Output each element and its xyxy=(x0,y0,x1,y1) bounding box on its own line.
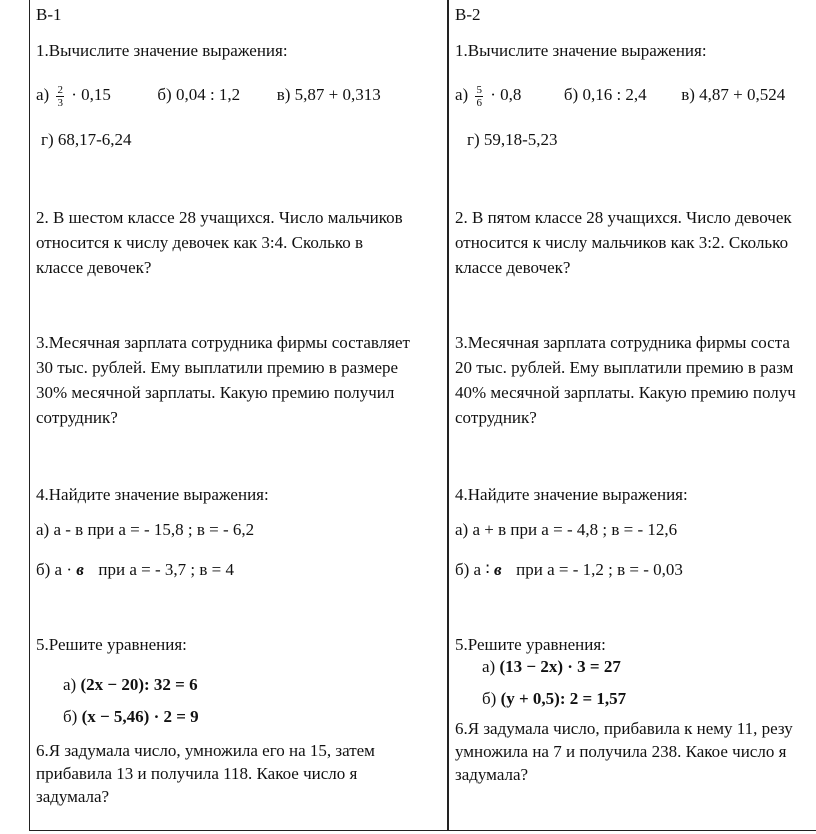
variant-2-header: В-2 xyxy=(455,5,481,24)
fraction-numerator: 5 xyxy=(476,83,482,96)
task3-line3: 30% месячной зарплаты. Какую премию получил xyxy=(36,383,395,402)
task6-line2: прибавила 13 и получила 118. Какое число я xyxy=(36,764,358,783)
task4-a: а) а - в при а = - 15,8 ; в = - 6,2 xyxy=(36,520,255,539)
task1-g: г) 59,18-5,23 xyxy=(467,130,558,149)
fraction-denominator: 6 xyxy=(476,96,482,109)
task3-line2: 30 тыс. рублей. Ему выплатили премию в размере xyxy=(36,358,399,377)
task1-a-rest: · 0,8 xyxy=(490,85,522,104)
task4-b xyxy=(36,557,234,582)
task1-v: в) 4,87 + 0,524 xyxy=(681,85,786,104)
task2-line1: 2. В шестом классе 28 учащихся. Число мальчиков xyxy=(36,208,403,227)
task2-line2: относится к числу мальчиков как 3:2. Сколько xyxy=(455,233,789,252)
variant-1-column xyxy=(36,0,446,830)
task4-title: 4.Найдите значение выражения: xyxy=(455,485,688,504)
task5-a-label: а) xyxy=(482,657,496,676)
task1-expressions xyxy=(36,82,381,109)
task1-expressions xyxy=(455,82,785,109)
task4-b-variable: в xyxy=(494,560,502,579)
task5-a-equation: (2х − 20): 32 = 6 xyxy=(80,675,198,694)
task3-line2: 20 тыс. рублей. Ему выплатили премию в разм xyxy=(455,358,794,377)
task6-line1: 6.Я задумала число, умножила его на 15, затем xyxy=(36,741,375,760)
task1-title: 1.Вычислите значение выражения: xyxy=(455,41,707,60)
task4-b-rest: при а = - 1,2 ; в = - 0,03 xyxy=(516,560,683,579)
task6-line2: умножила на 7 и получила 238. Какое число я xyxy=(455,742,787,761)
task1-v: в) 5,87 + 0,313 xyxy=(276,85,381,104)
fraction-denominator: 3 xyxy=(57,96,63,109)
task1-b: б) 0,16 : 2,4 xyxy=(563,85,647,104)
task5-title: 5.Решите уравнения: xyxy=(455,635,606,654)
task3-line1: 3.Месячная зарплата сотрудника фирмы соста xyxy=(455,333,790,352)
task2-line2: относится к числу девочек как 3:4. Сколько в xyxy=(36,233,364,252)
task5-b-label: б) xyxy=(482,689,497,708)
task4-b-prefix: б) а · xyxy=(36,560,73,579)
task2-line1: 2. В пятом классе 28 учащихся. Число девочек xyxy=(455,208,792,227)
task1-a-fraction xyxy=(475,84,483,109)
task3-line4: сотрудник? xyxy=(36,408,118,427)
task3-line4: сотрудник? xyxy=(455,408,537,427)
task4-b xyxy=(455,557,683,582)
task2-line3: классе девочек? xyxy=(455,258,571,277)
task5-a xyxy=(63,672,198,697)
task1-g: г) 68,17-6,24 xyxy=(41,130,132,149)
task5-a-label: а) xyxy=(63,675,77,694)
fraction-numerator: 2 xyxy=(57,83,63,96)
task1-a-label: а) xyxy=(36,85,50,104)
task5-title: 5.Решите уравнения: xyxy=(36,635,187,654)
task4-a: а) а + в при а = - 4,8 ; в = - 12,6 xyxy=(455,520,678,539)
task5-a-equation: (13 − 2х) · 3 = 27 xyxy=(499,657,621,676)
task6-line3: задумала? xyxy=(36,787,110,806)
task1-a-rest: · 0,15 xyxy=(71,85,111,104)
task4-b-variable: в xyxy=(76,560,84,579)
task5-b-equation: (х − 5,46) · 2 = 9 xyxy=(81,707,199,726)
task5-b-label: б) xyxy=(63,707,78,726)
task1-title: 1.Вычислите значение выражения: xyxy=(36,41,288,60)
task5-b-equation: (у + 0,5): 2 = 1,57 xyxy=(500,689,627,708)
task6-line3: задумала? xyxy=(455,765,529,784)
task1-a-fraction xyxy=(56,84,64,109)
task4-b-prefix: б) а ∶ xyxy=(455,560,490,579)
task1-b: б) 0,04 : 1,2 xyxy=(157,85,241,104)
task2-line3: классе девочек? xyxy=(36,258,152,277)
task3-line1: 3.Месячная зарплата сотрудника фирмы составляет xyxy=(36,333,410,352)
task5-a xyxy=(482,654,621,679)
task5-b xyxy=(482,686,626,711)
variant-2-column xyxy=(455,0,816,830)
variant-1-header: В-1 xyxy=(36,5,62,24)
task6-line1: 6.Я задумала число, прибавила к нему 11, резу xyxy=(455,719,793,738)
task3-line3: 40% месячной зарплаты. Какую премию получ xyxy=(455,383,796,402)
task1-a-label: а) xyxy=(455,85,469,104)
column-divider xyxy=(447,0,449,830)
task4-title: 4.Найдите значение выражения: xyxy=(36,485,269,504)
task5-b xyxy=(63,704,199,729)
task4-b-rest: при а = - 3,7 ; в = 4 xyxy=(98,560,234,579)
